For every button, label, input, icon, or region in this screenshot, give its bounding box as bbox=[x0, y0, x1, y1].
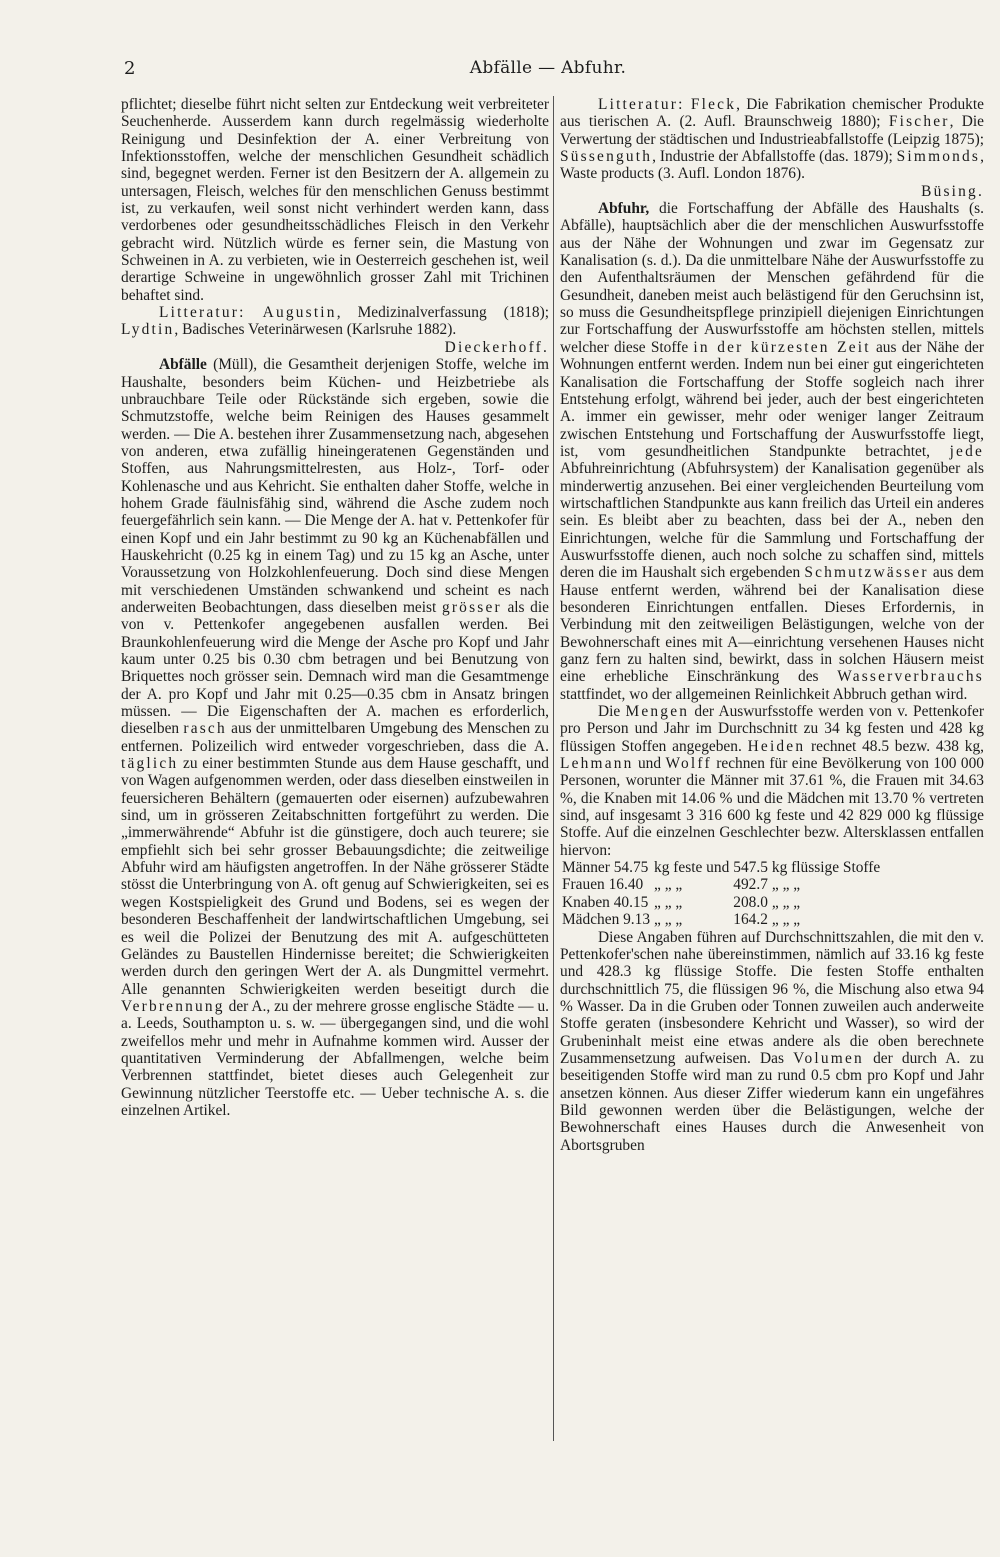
emphasis-text: Mengen bbox=[625, 703, 690, 721]
author-name: Simmonds bbox=[896, 148, 981, 166]
table-cell-tail: „ „ „ bbox=[771, 893, 801, 911]
author-name: Lydtin bbox=[121, 321, 175, 339]
article-text: rechnet 48.5 bezw. 438 kg, bbox=[805, 737, 984, 755]
table-row bbox=[562, 911, 884, 928]
emphasis-text: jede bbox=[949, 442, 984, 460]
signature-text: Dieckerhoff. bbox=[444, 338, 549, 356]
paragraph-continuation: pflichtet; dieselbe führt nicht selten zur Entdeckung weit verbreiteter Seuchenherde. Ausserdem kann durch regelmässig wiederholte Reinigung und Desinfektion der A. einer Verbreitung von Infektionsstoffen, welche der menschlichen Gesundheit schädlich sind, begegnet werden. Ferner ist den Besitzern der A. allgemein zu untersagen, Fleisch, welches für den menschlichen Genuss bestimmt ist, zu verkaufen, weil sonst nicht verhindert werden kann, dass verdorbenes oder gesundheitsschädliches Fleisch in den Verkehr gebracht wird. Nützlich würde es ferner sein, die Mastung von Schweinen in A. zu verbieten, wie in Oesterreich geschehen ist, weil derartige Schweine in ungewöhnlich grosser Zahl mit Trichinen behaftet sind. bbox=[121, 96, 549, 304]
emphasis-text: Schmutzwässer bbox=[804, 564, 929, 582]
literature-text: , Waste products (3. Aufl. London 1876). bbox=[560, 148, 984, 183]
article-text: aus dem Hause entfernt werden, während bei der Kanalisation diese besonderen Einrichtungen entfallen. Dieses Erfordernis, in Verbindung mit den zeitweiligen Belästigungen, welche von der Bewohnerschaft eines mit A—einrichtung versehenen Hauses nicht ganz fern zu halten sind, bewirkt, dass in solchen Häusern meist eine erhebliche Einschränkung des bbox=[560, 564, 984, 686]
table-cell-liquid: 208.0 bbox=[733, 893, 768, 911]
author-name: Fleck bbox=[690, 96, 737, 113]
literature-reference bbox=[560, 96, 984, 183]
article-text: die Fortschaffung der Abfälle des Haushalts (s. Abfälle), hauptsächlich aber die der menschlichen Auswurfsstoffe aus der Nähe der Wohnungen und zwar im Gegensatz zur Kanalisation (s. d.). Da die unmittelbare Nähe der Auswurfsstoffe zu den Aufenthaltsräumen der Menschen gefährdend für die Gesundheit, daneben meist auch belästigend für den Geruchsinn ist, so muss die Gesundheitspflege prinzipiell diejenigen Einrichtungen zur Fortschaffung der Auswurfsstoffe am höchsten stellen, mittels welcher diese Stoffe bbox=[560, 200, 984, 356]
article-text: Abfuhreinrichtung (Abfuhrsystem) der Kanalisation gegenüber als minderwertig anzusehen. Bei einer vergleichenden Beurteilung vom wirtschaftlichen Standpunkte aus kann freilich das Urteil ein anderes sein. Es bleibt aber zu beachten, dass bei der A., neben den Einrichtungen, welche für die Sammlung und Fortschaffung der Auswurfsstoffe dienen, auch noch solche zu schaffen sind, mittels deren die im Haushalt sich ergebenden bbox=[560, 460, 984, 582]
author-name: Wolff bbox=[665, 755, 712, 773]
literature-text: , Die Verwertung der städtischen und Industrieabfallstoffe (Leipzig 1875); bbox=[560, 113, 984, 148]
left-column bbox=[121, 96, 549, 1119]
signature-text: Büsing. bbox=[921, 182, 984, 200]
table-row bbox=[562, 859, 884, 876]
paragraph-mengen bbox=[560, 703, 984, 859]
article-text: der Auswurfsstoffe werden von v. Pettenkofer pro Person und Jahr im Durchschnitt zu 34 kg festen und 428 kg flüssigen Stoffen angegeben. bbox=[560, 703, 984, 755]
table-cell-liquid: 164.2 bbox=[733, 911, 768, 929]
quantities-table bbox=[562, 859, 884, 928]
emphasis-text: rasch bbox=[183, 720, 227, 738]
emphasis-text: in der kürzesten Zeit bbox=[693, 338, 871, 356]
article-text: stattfindet, wo der allgemeinen Reinlichkeit Abbruch gethan wird. bbox=[560, 685, 968, 703]
running-title: Abfälle — Abfuhr. bbox=[469, 58, 627, 78]
literature-text: , Industrie der Abfallstoffe (das. 1879); bbox=[652, 148, 897, 166]
article-signature bbox=[121, 339, 549, 356]
article-text: aus der Nähe der Wohnungen entfernt werden. Indem nun bei einer gut eingerichteten Kanalisation die Fortschaffung der Stoffe sogleich nach ihrer Entstehung erfolgt, während bei jeder, auch der best eingerichteten A. immer ein gewisser, mehr oder weniger langer Zeitraum zwischen Entstehung und Fortschaffung der Auswurfsstoffe liegt, ist, vom gesundheitlichen Standpunkte betrachtet, bbox=[560, 338, 984, 460]
author-name: Augustin bbox=[262, 304, 337, 322]
emphasis-text: täglich bbox=[121, 755, 179, 773]
article-abfuhr bbox=[560, 200, 984, 703]
literature-text: , Die Fabrikation chemischer Produkte aus tierischen A. (2. Aufl. Braunschweig 1880); bbox=[560, 96, 984, 131]
table-cell-tail: „ „ „ bbox=[771, 911, 801, 929]
table-cell-label: Frauen 16.40 bbox=[562, 876, 644, 894]
page-header bbox=[120, 58, 976, 82]
literature-label: Litteratur: bbox=[598, 96, 685, 113]
article-text: Diese Angaben führen auf Durchschnittszahlen, die mit den v. Pettenkofer'schen nahe übereinstimmen, nämlich auf 33.16 kg feste und 428.3 kg flüssige Stoffe. Die festen Stoffe enthalten durchschnittlich 75, die flüssigen 96 %, die Mischung also etwa 94 % Wasser. Da in die Gruben oder Tonnen zuweilen auch anderweite Stoffe geraten (insbesondere Kehricht und Wasser), so wird der Grubeninhalt meist eine etwas andere als die oben berechnete Zusammensetzung aufweisen. Das bbox=[560, 928, 984, 1067]
page-number: 2 bbox=[124, 58, 136, 79]
right-column bbox=[560, 96, 984, 1154]
table-cell-tail: kg flüssige Stoffe bbox=[771, 859, 881, 877]
table-row bbox=[562, 894, 884, 911]
literature-text: , Medizinalverfassung (1818); bbox=[336, 304, 549, 322]
article-text: rechnen für eine Bevölkerung von 100 000 Personen, worunter die Männer mit 37.61 %, die Frauen mit 34.63 %, die Knaben mit 14.06 % und die Mädchen mit 13.70 % vertreten sind, auf insgesamt 3 316 600 kg feste und 42 829 000 kg flüssige Stoffe. Auf die einzelnen Geschlechter bezw. Altersklassen entfallen hiervon: bbox=[560, 755, 984, 859]
table-cell-unit: „ „ „ bbox=[654, 876, 683, 894]
emphasis-text: Wasserverbrauchs bbox=[837, 668, 984, 686]
table-cell-liquid: 492.7 bbox=[733, 876, 768, 894]
article-text: aus der unmittelbaren Umgebung des Menschen zu entfernen. Polizeilich wird entweder vorgeschrieben, dass die A. bbox=[121, 720, 550, 755]
table-row bbox=[562, 876, 884, 893]
table-cell-unit: kg feste und bbox=[654, 859, 730, 877]
article-text: Die bbox=[598, 703, 626, 721]
article-text: als die von v. Pettenkofer angegebenen ausfallen werden. Bei Braunkohlenfeuerung wird die Menge der Asche pro Kopf und Jahr kaum unter 0.25 bis 0.30 cbm betragen und bei Benutzung von Briquettes noch grösser sein. Demnach wird man die Gesamtmenge der A. pro Kopf und Jahr mit 0.25—0.35 cbm in Ansatz bringen müssen. — Die Eigenschaften der A. machen es erforderlich, dieselben bbox=[121, 598, 549, 738]
table-cell-liquid: 547.5 bbox=[733, 859, 768, 877]
article-text: der durch A. zu beseitigenden Stoffe wird man zu rund 0.5 cbm pro Kopf und Jahr ansetzen können. Aus dieser Ziffer wiederum kann ein ungefähres Bild gewonnen werden über die Belästigungen, welche der Bewohnerschaft eines Hauses durch die Anwesenheit von Abortsgruben bbox=[560, 1049, 984, 1154]
table-cell-label: Männer 54.75 bbox=[562, 859, 649, 877]
author-name: Heiden bbox=[747, 737, 806, 755]
article-abfaelle bbox=[121, 356, 549, 1119]
author-name: Süssenguth bbox=[560, 148, 653, 166]
table-cell-unit: „ „ „ bbox=[654, 911, 683, 929]
table-cell-tail: „ „ „ bbox=[771, 876, 801, 894]
article-signature bbox=[560, 183, 984, 200]
author-name: Fischer bbox=[888, 113, 950, 131]
author-name: Lehmann bbox=[560, 755, 634, 773]
column-divider bbox=[553, 96, 554, 1441]
paragraph-averages bbox=[560, 929, 984, 1154]
emphasis-text: grösser bbox=[441, 598, 502, 616]
literature-label: Litteratur: bbox=[159, 304, 246, 322]
headword-abfaelle: Abfälle bbox=[159, 356, 207, 374]
article-text: (Müll), die Gesamtheit derjenigen Stoffe, welche im Haushalte, besonders beim Küchen- und Heizbetriebe als unbrauchbare Teile oder Rückstände sich ergeben, sowie die Schmutzstoffe, welche beim Reinigen des Hauses gesammelt werden. — Die A. bestehen ihrer Zusammensetzung nach, abgesehen von anderen, etwa zufällig hineingeratenen Gegenständen und Stoffen, aus Nahrungsmittelresten, aus Holz-, Torf- oder Kohlenasche und aus Kehricht. Sie enthalten daher Stoffe, welche in hohem Grade fäulnisfähig sind, während die Asche zudem noch feuergefährlich sein kann. — Die Menge der A. hat v. Pettenkofer für einen Kopf und ein Jahr bestimmt zu 90 kg an Küchenabfällen und Hauskehricht (0.25 kg in einem Tag) und zu 15 kg an Asche, unter Voraussetzung von Holzkohlenfeuerung. Doch sind diese Mengen mit verschiedenen Umständen schwankend und scheint es nach anderweiten Beobachtungen, dass dieselben meist bbox=[121, 356, 549, 616]
emphasis-text: Volumen bbox=[793, 1049, 864, 1067]
table-cell-unit: „ „ „ bbox=[654, 893, 683, 911]
article-text: zu einer bestimmten Stunde aus dem Hause geschafft, und von Wagen aufgenommen werden, oder dass dieselben einstweilen in feuersicheren Behältern (gemauerten oder eisernen) aufzubewahren sind, um in grösseren Zeitabschnitten fortgeführt zu werden. Die „immerwährende“ Abfuhr ist die günstigere, doch auch teurere; sie empfiehlt sich bei sehr grosser Bebauungsdichte; die zeitweilige Abfuhr wird am häufigsten angetroffen. In der Nähe grösserer Städte stösst die Unterbringung von A. oft genug auf Schwierigkeiten, sei es wegen Kostspieligkeit des Grund und Bodens, sei es wegen der besonderen Beschaffenheit der landwirtschaftlichen Umgebung, sei es weil die Polizei der Benutzung des mit A. aufgeschütteten Geländes zu Baustellen Hindernisse bereitet; die Schwierigkeiten werden durch den geringen Wert der A. als Dungmittel vermehrt. Alle genannten Schwierigkeiten werden beseitigt durch die bbox=[121, 755, 549, 998]
article-text: der A., zu der mehrere grosse englische Städte — u. a. Leeds, Southampton u. s. w. — übergegangen sind, und die wohl zweifellos mehr und mehr in Aufnahme kommen wird. Ausser der quantitativen Verminderung der Abfallmengen, welche beim Verbrennen stattfindet, bietet dieses auch Gelegenheit zur Gewinnung nützlicher Teerstoffe etc. — Ueber technische A. s. die einzelnen Artikel. bbox=[121, 997, 549, 1119]
table-cell-label: Mädchen 9.13 bbox=[562, 911, 651, 929]
table-cell-label: Knaben 40.15 bbox=[562, 893, 649, 911]
emphasis-text: Verbrennung bbox=[121, 997, 225, 1015]
article-text: und bbox=[633, 755, 666, 773]
literature-reference bbox=[121, 304, 549, 339]
headword-abfuhr: Abfuhr, bbox=[598, 200, 650, 218]
literature-text: , Badisches Veterinärwesen (Karlsruhe 1882). bbox=[174, 321, 457, 339]
